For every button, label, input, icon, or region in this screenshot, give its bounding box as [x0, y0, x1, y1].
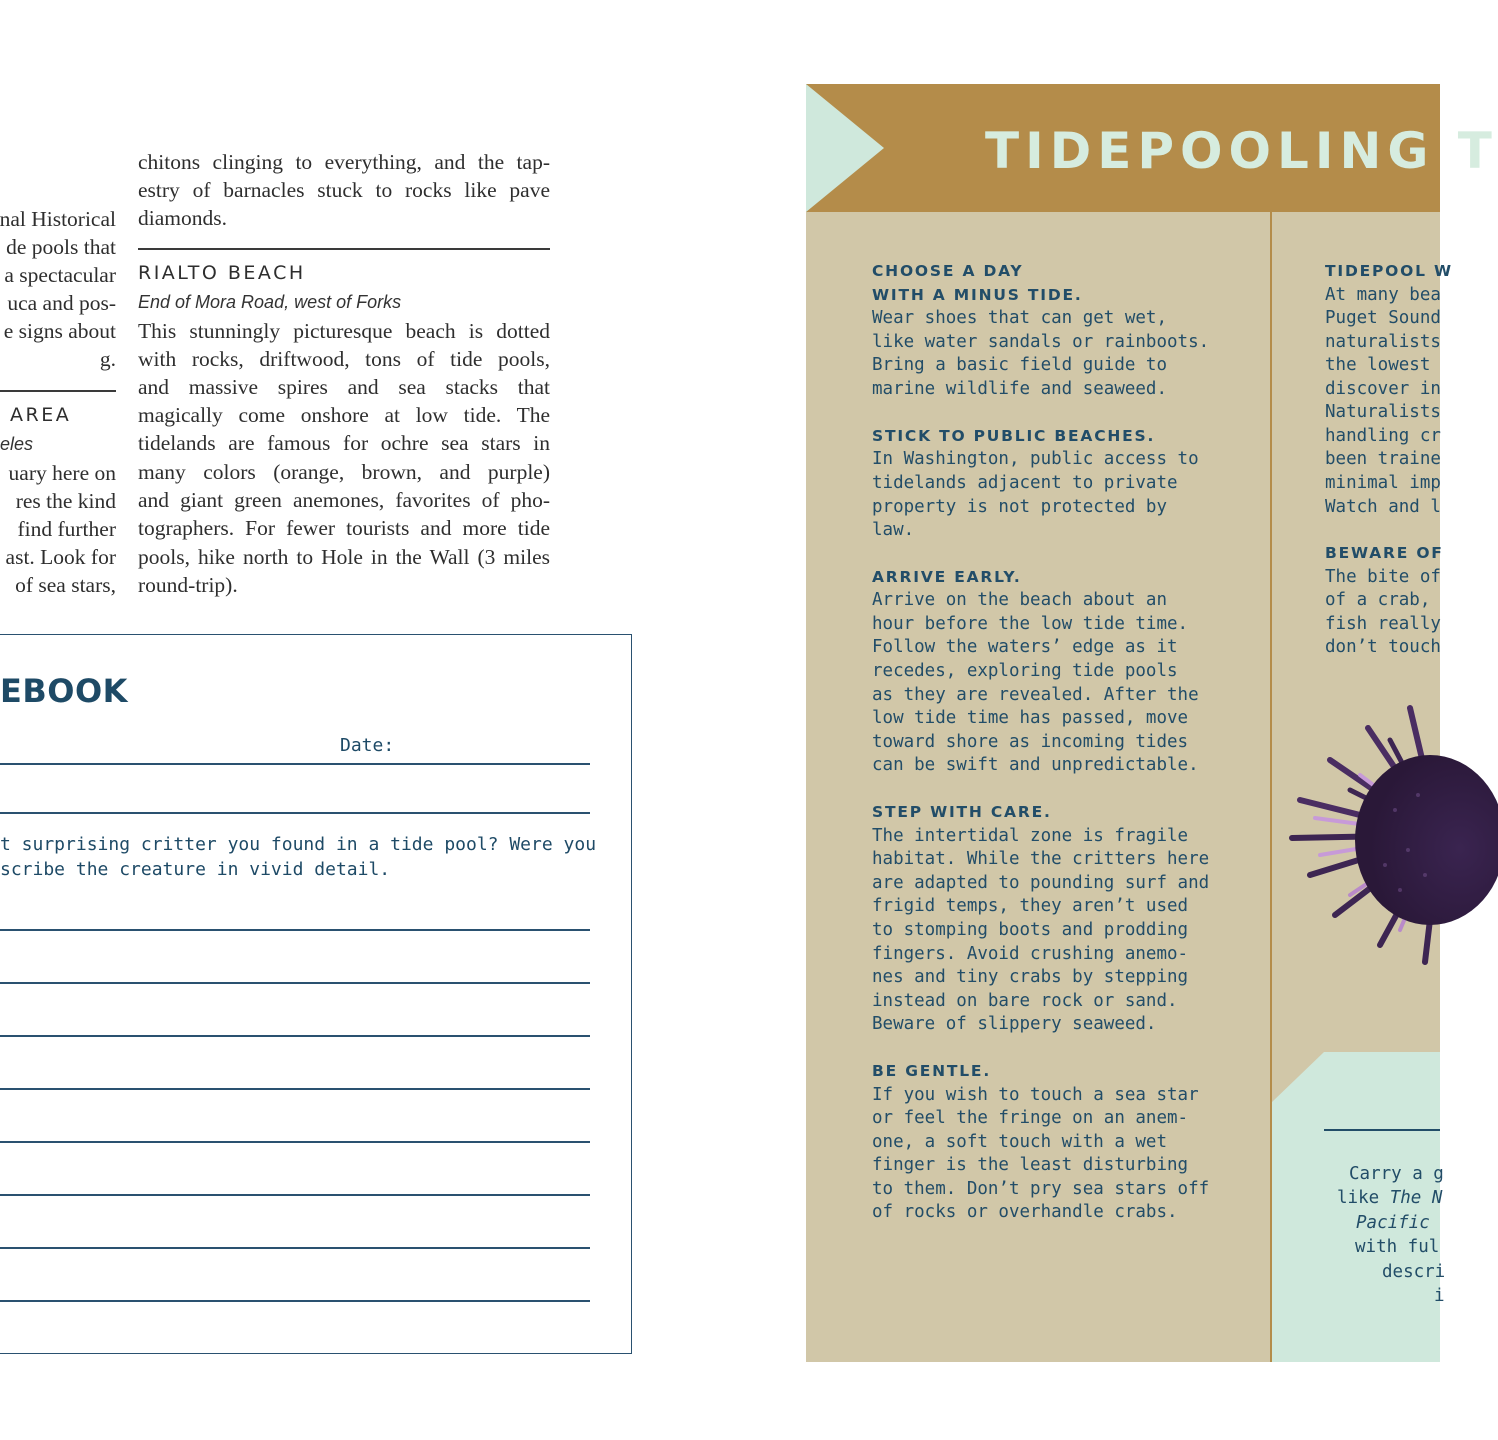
tip-text: are adapted to pounding surf and — [872, 873, 1210, 893]
tip-heading: BEWARE OF — [1325, 544, 1444, 562]
tip-text: the lowest — [1325, 355, 1431, 375]
text-line: estry of barnacles stuck to rocks like pave — [138, 178, 550, 202]
banner-arrow-icon — [806, 84, 886, 212]
tip-text: recedes, exploring tide pools — [872, 661, 1178, 681]
tip-text: to stomping boots and prodding — [872, 920, 1189, 940]
tip-text: can be swift and unpredictable. — [872, 755, 1199, 775]
tip-heading: STEP WITH CARE. — [872, 803, 1052, 821]
tip-text: Arrive on the beach about an — [872, 590, 1168, 610]
tip-text: Naturalists — [1325, 402, 1441, 422]
section-heading: RIALTO BEACH — [138, 262, 306, 284]
tip-heading: STICK TO PUBLIC BEACHES. — [872, 427, 1156, 445]
sea-urchin-icon — [1290, 700, 1440, 970]
tip-text: Watch and l — [1325, 497, 1441, 517]
notebook-box — [0, 634, 632, 1354]
text-line: and massive spires and sea stacks that — [138, 375, 550, 399]
text-line: This stunningly picturesque beach is dotted — [138, 319, 550, 343]
tip-text: Bring a basic field guide to — [872, 355, 1168, 375]
book-title: Pacific — [1356, 1213, 1430, 1233]
tip-text: low tide time has passed, move — [872, 708, 1189, 728]
write-line[interactable] — [0, 1247, 590, 1249]
text-line: chitons clinging to everything, and the tap- — [138, 150, 550, 174]
text-line: e signs about — [3, 319, 116, 343]
tip-text: been traine — [1325, 449, 1441, 469]
tip-text: If you wish to touch a sea star — [872, 1085, 1199, 1105]
tip-text: nes and tiny crabs by stepping — [872, 967, 1189, 987]
write-line[interactable] — [0, 1300, 590, 1302]
section-divider — [0, 390, 116, 392]
tip-text: law. — [872, 520, 915, 540]
tip-heading: WITH A MINUS TIDE. — [872, 286, 1083, 304]
mint-text: Carry a g — [1349, 1164, 1444, 1184]
text-line: pools, hike north to Hole in the Wall (3 miles — [138, 545, 550, 569]
tip-text: marine wildlife and seaweed. — [872, 379, 1168, 399]
tip-text: property is not protected by — [872, 497, 1168, 517]
tip-text: toward shore as incoming tides — [872, 732, 1189, 752]
mint-text: with ful — [1355, 1237, 1440, 1257]
tip-text: like water sandals or rainboots. — [872, 332, 1210, 352]
tip-text: fish really — [1325, 614, 1441, 634]
text-line: of sea stars, — [15, 573, 116, 597]
text-line: de pools that — [6, 235, 116, 259]
tip-text: Beware of slippery seaweed. — [872, 1014, 1157, 1034]
tip-text: finger is the least disturbing — [872, 1155, 1189, 1175]
text-line: a spectacular — [4, 263, 116, 287]
tip-text: of rocks or overhandle crabs. — [872, 1202, 1178, 1222]
tip-text: Follow the waters’ edge as it — [872, 637, 1178, 657]
tip-text: as they are revealed. After the — [872, 685, 1199, 705]
tip-heading: ARRIVE EARLY. — [872, 568, 1022, 586]
write-line[interactable] — [0, 1141, 590, 1143]
text-line: uca and pos- — [7, 291, 116, 315]
banner-title: TIDEPOOLING T — [985, 122, 1498, 180]
notebook-title: EBOOK — [0, 672, 128, 710]
text-line: magically come onshore at low tide. The — [138, 403, 550, 427]
text-line: res the kind — [15, 489, 116, 513]
section-location: eles — [0, 434, 34, 454]
tip-heading: TIDEPOOL W — [1325, 262, 1453, 280]
write-line[interactable] — [0, 1088, 590, 1090]
tip-text: handling cr — [1325, 426, 1441, 446]
tip-text: Puget Sound — [1325, 308, 1441, 328]
text-line: and giant green anemones, favorites of pho- — [138, 488, 550, 512]
mint-text — [1356, 1211, 1430, 1236]
tip-text: The intertidal zone is fragile — [872, 826, 1189, 846]
tip-text: Wear shoes that can get wet, — [872, 308, 1168, 328]
tip-text: hour before the low tide time. — [872, 614, 1189, 634]
tip-text: don’t touch — [1325, 637, 1441, 657]
text-line: nal Historical — [0, 207, 116, 231]
write-line[interactable] — [0, 982, 590, 984]
mint-text: i — [1434, 1286, 1445, 1306]
tip-text: In Washington, public access to — [872, 449, 1199, 469]
date-label: Date: — [340, 735, 395, 756]
tip-text: instead on bare rock or sand. — [872, 991, 1178, 1011]
mint-text: descri — [1382, 1262, 1446, 1282]
tip-text: minimal imp — [1325, 473, 1441, 493]
write-line[interactable] — [0, 929, 590, 931]
tip-text: to them. Don’t pry sea stars off — [872, 1179, 1210, 1199]
mint-box-corner — [1272, 1052, 1440, 1102]
prompt-line: t surprising critter you found in a tide pool? Were you — [0, 834, 597, 855]
prompt-line: scribe the creature in vivid detail. — [0, 859, 391, 880]
tip-text: At many bea — [1325, 285, 1441, 305]
date-write-line[interactable] — [0, 763, 590, 765]
tip-text: of a crab, — [1325, 590, 1431, 610]
text-line: ast. Look for — [5, 545, 116, 569]
tip-text: frigid temps, they aren’t used — [872, 896, 1189, 916]
section-location: End of Mora Road, west of Forks — [138, 292, 402, 312]
text-line: many colors (orange, brown, and purple) — [138, 460, 550, 484]
text-line: uary here on — [8, 461, 116, 485]
tip-text: habitat. While the critters here — [872, 849, 1210, 869]
mint-box-rule — [1324, 1129, 1440, 1131]
tip-text: fingers. Avoid crushing anemo- — [872, 944, 1189, 964]
text-line: find further — [17, 517, 116, 541]
text-line: with rocks, driftwood, tons of tide pools, — [138, 347, 550, 371]
tip-text: The bite of — [1325, 567, 1441, 587]
write-line[interactable] — [0, 1035, 590, 1037]
section-heading: AREA — [10, 404, 72, 426]
tip-heading: BE GENTLE. — [872, 1062, 992, 1080]
tip-text: one, a soft touch with a wet — [872, 1132, 1168, 1152]
text-line: diamonds. — [138, 206, 227, 230]
text-line: tidelands are famous for ochre sea stars in — [138, 431, 550, 455]
tip-heading: CHOOSE A DAY — [872, 262, 1024, 280]
text-line: tographers. For fewer tourists and more tide — [138, 516, 550, 540]
text-line: g. — [99, 347, 116, 371]
text-line: round-trip). — [138, 573, 238, 597]
book-title: The N — [1389, 1188, 1443, 1208]
tip-text: or feel the fringe on an anem- — [872, 1108, 1189, 1128]
write-line[interactable] — [0, 812, 590, 814]
tip-text: naturalists — [1325, 332, 1441, 352]
section-divider — [138, 248, 550, 250]
write-line[interactable] — [0, 1194, 590, 1196]
tip-text: discover in — [1325, 379, 1441, 399]
mint-text — [1337, 1186, 1442, 1211]
tip-text: tidelands adjacent to private — [872, 473, 1178, 493]
mint-text-part: like — [1337, 1188, 1390, 1208]
